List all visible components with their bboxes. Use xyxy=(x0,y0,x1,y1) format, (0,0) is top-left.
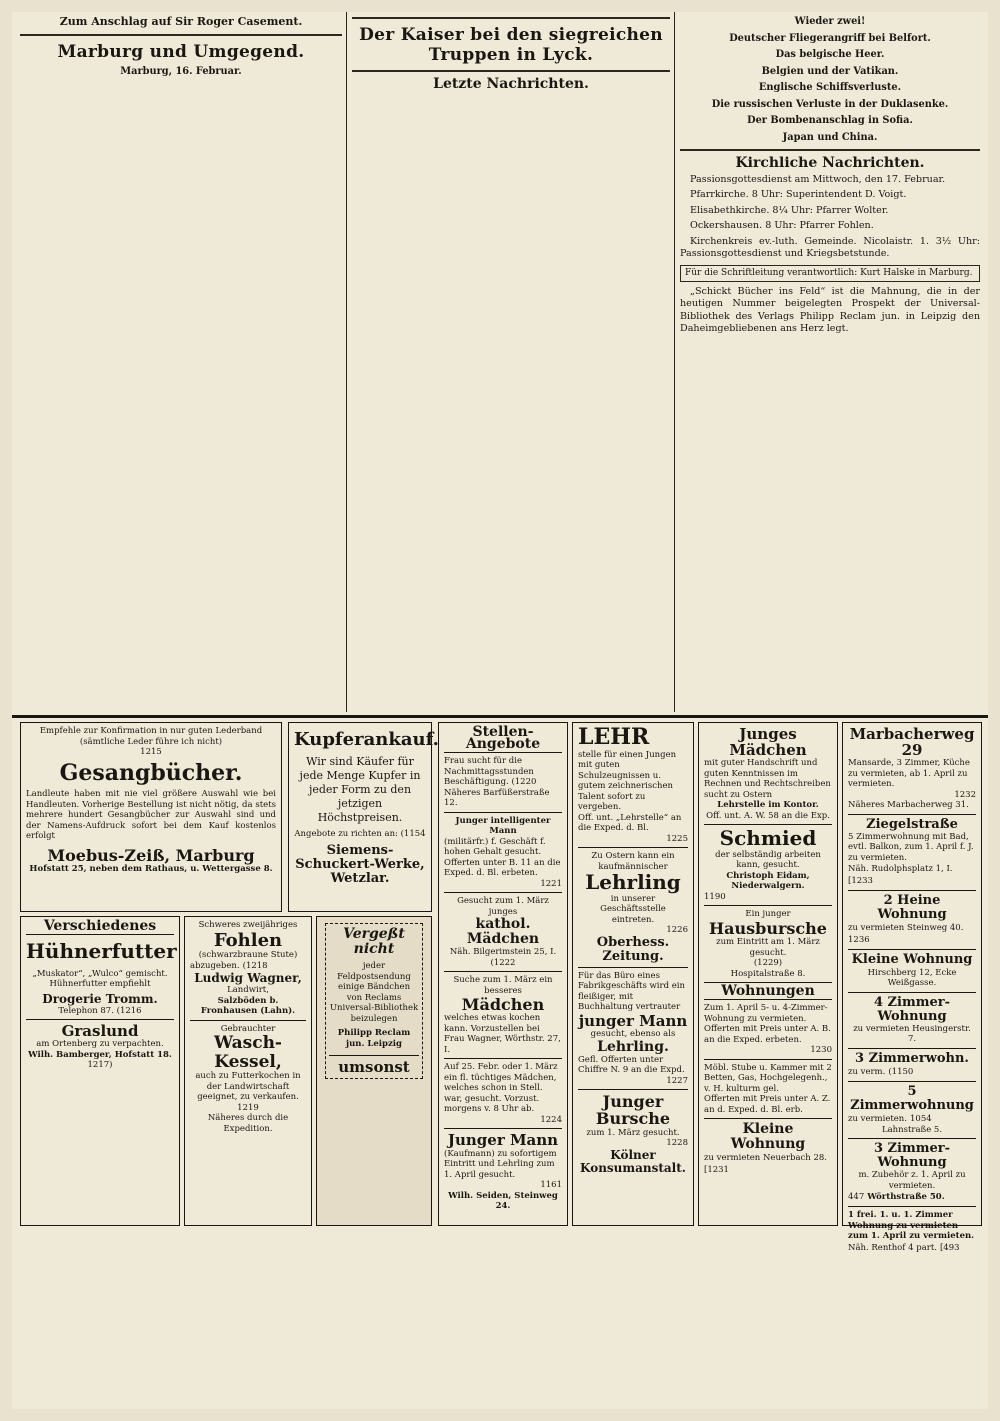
ad-address: Hospitalstraße 8. xyxy=(730,968,806,979)
ad-offers: Angebote zu richten an: (1154 xyxy=(294,829,426,840)
ad-text: welches etwas kochen kann. Vorzustellen bei Frau Wagner, Wörthstr. 27, I. xyxy=(444,1013,561,1055)
advertisements-section xyxy=(12,720,988,1409)
ad-divider xyxy=(444,1128,562,1129)
ad-huehnerfutter xyxy=(20,916,180,1226)
ad-used: Gebrauchter xyxy=(220,1023,276,1034)
column-divider xyxy=(346,12,347,712)
ad-text: Hirschberg 12, Ecke Weißgasse. xyxy=(867,967,957,988)
ad-text: der selbständig arbeiten kann, gesucht. xyxy=(715,849,821,871)
ad-text: Zum 1. April 5- u. 4-Zimmer-Wohnung zu vermieten. xyxy=(704,1003,828,1024)
ad-kupferankauf xyxy=(288,722,439,912)
section-divider xyxy=(680,149,980,151)
responsible-editor-line: Für die Schriftleitung verantwortlich: Kurt Halske in Marburg. xyxy=(680,265,980,282)
ad-title: kathol. Mädchen xyxy=(466,916,540,948)
ad-text: gesucht, ebenso als xyxy=(590,1029,676,1040)
ad-body: jeder Feldpostsendung einige Bändchen von Reclams Universal-Bibliothek beizulegen xyxy=(329,961,419,1024)
ad-number: 447 xyxy=(848,1192,865,1203)
ad-number: 1224 xyxy=(540,1114,562,1125)
ad-firm: Kölner Konsumanstalt. xyxy=(580,1147,686,1175)
ad-title: Vergeßt nicht xyxy=(343,926,405,958)
ad-text: Auf 25. Febr. oder 1. März ein fl. tüchtiges Mädchen, welches schon in Stell. war, gesucht. Vorzust. morgens v. 8 Uhr ab. xyxy=(444,1062,558,1115)
ad-text: in unserer Geschäftsstelle eintreten. xyxy=(600,893,666,925)
japan-heading: Japan und China. xyxy=(782,131,878,143)
ad-number: (1229) xyxy=(753,958,783,969)
ad-title: Gesangbücher. xyxy=(59,759,243,786)
ad-junges-maedchen xyxy=(698,722,838,1226)
ad-firm: Philipp Reclam jun. Leipzig xyxy=(337,1028,411,1049)
ad-divider xyxy=(848,992,976,993)
ad-job: Landwirt, xyxy=(227,985,269,996)
ad-title: Junger Bursche xyxy=(595,1092,671,1129)
ad-divider xyxy=(704,824,832,825)
column-2 xyxy=(352,12,670,712)
section-head: Stellen-Angebote xyxy=(444,726,562,753)
column-3 xyxy=(680,12,980,712)
ad-divider xyxy=(190,1020,306,1021)
ad-title: Fohlen xyxy=(213,929,283,951)
ad-text: mit guter Handschrift und guten Kenntnissen im Rechnen und Rechtschreiben sucht zu Ostern xyxy=(704,758,831,800)
ad-contact: Off. unt. A. W. 58 an die Exp. xyxy=(706,810,830,821)
ad-contact: Näh. Renthof 4 part. xyxy=(848,1242,937,1253)
ad-divider xyxy=(848,1138,976,1139)
ad-text: 5 Zimmerwohnung mit Bad, evtl. Balkon, zum 1. April f. J. zu vermieten. xyxy=(848,831,974,863)
ad-text: zum Eintritt am 1. März gesucht. xyxy=(716,937,820,958)
ad-firm: Siemens-Schuckert-Werke, Wetzlar. xyxy=(295,842,425,886)
ad-firm: Wilh. Seiden, Steinweg 24. xyxy=(448,1190,558,1212)
ad-body: Landleute haben mit nie viel größere Auswahl wie bei Handleuten. Vorherige Bestellung ist nicht nötig, da stets mehrere hundert Gesangbücher zur Auswahl sind und der Namens-Aufdruck sofort bei dem Kauf kostenlos erfolgt xyxy=(26,789,276,842)
ad-title: junger Mann xyxy=(578,1011,688,1030)
ad-tel: Telephon 87. (1216 xyxy=(58,1005,142,1016)
ad-title: Hausbursche xyxy=(709,918,827,938)
ad-number: [493 xyxy=(939,1242,960,1253)
ad-text: Möbl. Stube u. Kammer mit 2 Betten, Gas, Hochgelegenh., v. H. kulturm gel. xyxy=(704,1062,832,1094)
ad-sub: „Muskator“, „Wulco“ gemischt. Hühnerfutter empfiehlt xyxy=(32,968,168,990)
ad-firm: Oberhess. Zeitung. xyxy=(596,934,670,964)
kirche-line: Elisabethkirche. 8¼ Uhr: Pfarrer Wolter. xyxy=(690,204,889,216)
vatikan-heading: Belgien und der Vatikan. xyxy=(761,65,899,77)
ad-number: 1215 xyxy=(140,747,162,757)
ad-contact: Näheres Marbacherweg 31. xyxy=(848,800,969,811)
ad-text: Mansarde, 3 Zimmer, Küche zu vermieten, ab 1. April zu vermieten. xyxy=(848,758,970,790)
ad-divider xyxy=(704,905,832,906)
ad-number: 1190 xyxy=(704,891,726,902)
ad-firm: Drogerie Tromm. xyxy=(42,991,158,1006)
section-head: Verschiedenes xyxy=(26,920,174,935)
section-divider xyxy=(352,70,670,72)
casement-heading: Zum Anschlag auf Sir Roger Casement. xyxy=(59,15,303,28)
ad-sell: abzugeben. xyxy=(190,961,240,972)
ad-divider xyxy=(444,892,562,893)
ad-number: (1218 xyxy=(242,961,268,972)
ad-divider xyxy=(848,890,976,891)
ad-number: 1219 xyxy=(237,1102,259,1113)
ad-text: (militärfr.) f. Geschäft f. hohen Gehalt gesucht. xyxy=(444,836,546,857)
ad-text: zu verm. xyxy=(848,1066,886,1077)
section-divider xyxy=(352,17,670,19)
ad-text: zum 1. März gesucht. xyxy=(586,1127,680,1138)
ad-address: Lahnstraße 5. xyxy=(881,1124,943,1135)
ad-reclam xyxy=(316,916,432,1226)
sofia-heading: Der Bombenanschlag in Sofia. xyxy=(747,115,913,126)
ad-title: Lehrling xyxy=(585,870,681,895)
kirche-line: Pfarrkirche. 8 Uhr: Superintendent D. Voigt. xyxy=(690,189,907,200)
ad-text: zu vermieten Steinweg 40. xyxy=(848,923,964,934)
ad-title: Lehrling. xyxy=(597,1038,669,1055)
ad-divider xyxy=(444,1058,562,1059)
ad-gesangbuecher xyxy=(20,722,282,912)
ad-number: 1221 xyxy=(540,878,562,889)
feld-paragraph: „Schickt Bücher ins Feld“ ist die Mahnung, die in der heutigen Nummer beigelegten Prospekt der Universal-Bibliothek des Verlags Philipp Reclam jun. in Leipzig den Daheimgebliebenen ans Herz legt. xyxy=(680,285,980,334)
kaiser-article-title: Der Kaiser bei den siegreichen Truppen in Lyck. xyxy=(359,25,663,65)
section-head: Wohnungen xyxy=(704,982,832,1000)
ad-divider xyxy=(704,1118,832,1119)
ad-offers: Offerten mit Preis unter A. Z. an d. Exped. d. Bl. erb. xyxy=(704,1094,831,1115)
ad-title: Ziegelstraße xyxy=(866,816,958,832)
ad-firm: Christoph Eidam, Niederwalgern. xyxy=(726,870,810,892)
ad-text: m. Zubehör z. 1. April zu vermieten. xyxy=(858,1170,966,1191)
ad-text: stelle für einen Jungen mit guten Schulzeugnissen u. gutem zeichnerischen Talent sofort zu vergeben. xyxy=(578,749,677,813)
ad-name: Ludwig Wagner, xyxy=(194,971,302,986)
ad-title: Wasch-Kessel, xyxy=(214,1033,282,1072)
ad-address: Wörthstraße 50. xyxy=(867,1192,945,1203)
ad-divider xyxy=(578,1089,688,1090)
ad-text: Gesucht zum 1. März junges xyxy=(457,896,549,917)
column-divider xyxy=(674,12,675,712)
ad-number: 1232 xyxy=(954,789,976,800)
ad-pre: Für das Büro eines Fabrikgeschäfts wird ein fleißiger, mit Buchhaltung vertrauter xyxy=(578,970,685,1013)
ad-text: zu vermieten. xyxy=(848,1113,907,1124)
ad-intro: Empfehle zur Konfirmation in nur guten Lederband (sämtliche Leder führe ich nicht) xyxy=(39,726,263,747)
ad-divider xyxy=(848,814,976,815)
wieder-zwei-heading: Wieder zwei! xyxy=(794,16,866,27)
dukla-heading: Die russischen Verluste in der Duklasenke. xyxy=(711,98,949,110)
ad-text: zu vermieten Neuerbach 28. xyxy=(704,1153,827,1164)
ad-offers: Offerten unter B. 11 an die Exped. d. Bl. erbeten. xyxy=(444,857,561,878)
ad-title: Kleine Wohnung xyxy=(730,1121,806,1153)
ad-title: 2 Heine Wohnung xyxy=(877,893,947,923)
ad-title: Marbacherweg 29 xyxy=(849,725,975,760)
ad-pre: Ein junger xyxy=(745,909,791,920)
ad-title: Junges Mädchen xyxy=(729,725,807,760)
ad-text: Lehrstelle im Kontor. xyxy=(717,800,819,811)
ad-place: Salzböden b. Fronhausen (Lahn). xyxy=(200,995,296,1017)
ad-title: Kupferankauf. xyxy=(294,729,439,750)
ad-contact: Off. unt. „Lehrstelle“ an die Exped. d. Bl. xyxy=(578,812,682,834)
ad-body: Wir sind Käufer für jede Menge Kupfer in jeder Form zu den jetzigen Höchstpreisen. xyxy=(299,755,421,825)
ad-divider xyxy=(578,847,688,848)
ad-title: 5 Zimmerwohnung xyxy=(850,1083,974,1113)
ad-title: Mädchen xyxy=(461,995,545,1015)
reclam-frame xyxy=(325,923,423,1079)
ad-divider xyxy=(848,1206,976,1207)
ad-text: (Kaufmann) zu sofortigem Eintritt und Lehrling zum 1. April gesucht. xyxy=(444,1148,557,1180)
ad-title: 4 Zimmer-Wohnung xyxy=(873,994,951,1024)
ad-number: 1226 xyxy=(666,925,688,936)
ad-divider xyxy=(848,1081,976,1082)
section-divider xyxy=(20,34,342,36)
kirche-line: Ockershausen. 8 Uhr: Pfarrer Fohlen. xyxy=(690,220,874,231)
ad-divider xyxy=(26,1019,174,1020)
ad-number: [1233 xyxy=(848,876,873,887)
ad-title: Schmied xyxy=(719,826,817,851)
ads-divider xyxy=(12,715,988,718)
kirchliche-nachrichten-title: Kirchliche Nachrichten. xyxy=(735,155,925,171)
ad-contact: Näh. Rudolphsplatz 1, I. xyxy=(848,864,953,875)
ad-text: zu vermieten Heusingerstr. 7. xyxy=(853,1023,971,1045)
schiffsverluste-heading: Englische Schiffsverluste. xyxy=(758,82,902,93)
ad-title: 3 Zimmer-Wohnung xyxy=(873,1141,951,1171)
ad-title: Kleine Wohnung xyxy=(851,952,973,968)
ad-number: 1227 xyxy=(666,1075,688,1086)
ad-number: 1228 xyxy=(666,1138,688,1149)
ad-number: 1230 xyxy=(810,1045,832,1056)
ad-number: 1161 xyxy=(540,1180,562,1191)
marburg-dateline: Marburg, 16. Februar. xyxy=(120,65,242,77)
ad-divider xyxy=(444,971,562,972)
ad-address: Hofstatt 25, neben dem Rathaus, u. Wettergasse 8. xyxy=(29,864,273,875)
ad-pre: Zu Ostern kann ein kaufmännischer xyxy=(591,851,675,872)
column-1 xyxy=(20,12,342,712)
ad-firm: Moebus-Zeiß, Marburg xyxy=(47,845,255,865)
ad-divider xyxy=(848,949,976,950)
ad-contact: Näheres durch die Expedition. xyxy=(207,1113,289,1134)
kirche-line: Kirchenkreis ev.-luth. Gemeinde. Nicolaistr. 1. 3½ Uhr: Passionsgottesdienst und Kriegsbetstunde. xyxy=(680,235,980,259)
ad-contact: Näh. Bilgerimstein 25, I. (1222 xyxy=(449,947,557,968)
ad-bottom: umsonst xyxy=(329,1055,419,1075)
ad-stellen-angebote xyxy=(438,722,568,1226)
ad-text: Suche zum 1. März ein besseres xyxy=(453,975,553,996)
letzte-nachrichten-title: Letzte Nachrichten. xyxy=(433,76,589,92)
ad-divider xyxy=(444,812,562,813)
ad-title: 3 Zimmerwohn. xyxy=(855,1050,969,1066)
flieger-heading: Deutscher Fliegerangriff bei Belfort. xyxy=(729,32,931,44)
ad-divider xyxy=(704,1059,832,1060)
ad-title: Hühnerfutter xyxy=(26,939,177,963)
ad-divider xyxy=(848,1048,976,1049)
ad-title: Junger Mann xyxy=(447,1131,559,1150)
ad-number: 1217) xyxy=(87,1060,113,1071)
ad-breed: (schwarzbraune Stute) xyxy=(198,949,298,960)
ad-body: auch zu Futterkochen in der Landwirtschaft geeignet, zu verkaufen. xyxy=(195,1071,301,1103)
ad-title: Graslund xyxy=(61,1022,139,1041)
ad-number: 1236 xyxy=(848,935,870,946)
ad-number: 1225 xyxy=(666,833,688,844)
ad-text: 1 frei. 1. u. 1. Zimmer Wohnung zu vermieten zum 1. April zu vermieten. xyxy=(848,1210,975,1242)
ad-pre: Schweres zweijähriges xyxy=(198,920,298,930)
ad-lehrstelle xyxy=(572,722,694,1226)
ad-number: (1150 xyxy=(888,1066,914,1077)
marburg-section-title: Marburg und Umgegend. xyxy=(57,41,305,62)
ad-title: Junger intelligenter Mann xyxy=(455,815,551,836)
kirche-line: Passionsgottesdienst am Mittwoch, den 17. Februar. xyxy=(690,173,946,185)
ad-offers: Offerten mit Preis unter A. B. an die Exped. erbeten. xyxy=(704,1024,831,1045)
newspaper-page xyxy=(12,12,988,1409)
heer-heading: Das belgische Heer. xyxy=(775,49,885,60)
ad-offers: Gefl. Offerten unter Chiffre N. 9 an die Expd. xyxy=(578,1054,685,1076)
ad-marbacherweg xyxy=(842,722,982,1253)
ad-fohlen xyxy=(184,916,312,1226)
ad-text: Frau sucht für die Nachmittagsstunden Beschäftigung. (1220 Näheres Barfüßerstraße 12. xyxy=(444,756,550,808)
ad-number: 1054 xyxy=(910,1113,932,1124)
ad-title: LEHR xyxy=(578,724,650,750)
ad-number: [1231 xyxy=(704,1165,729,1176)
ad-firm: Wilh. Bamberger, Hofstatt 18. xyxy=(28,1049,172,1060)
ad-divider xyxy=(578,967,688,968)
ad-body: am Ortenberg zu verpachten. xyxy=(36,1039,164,1050)
